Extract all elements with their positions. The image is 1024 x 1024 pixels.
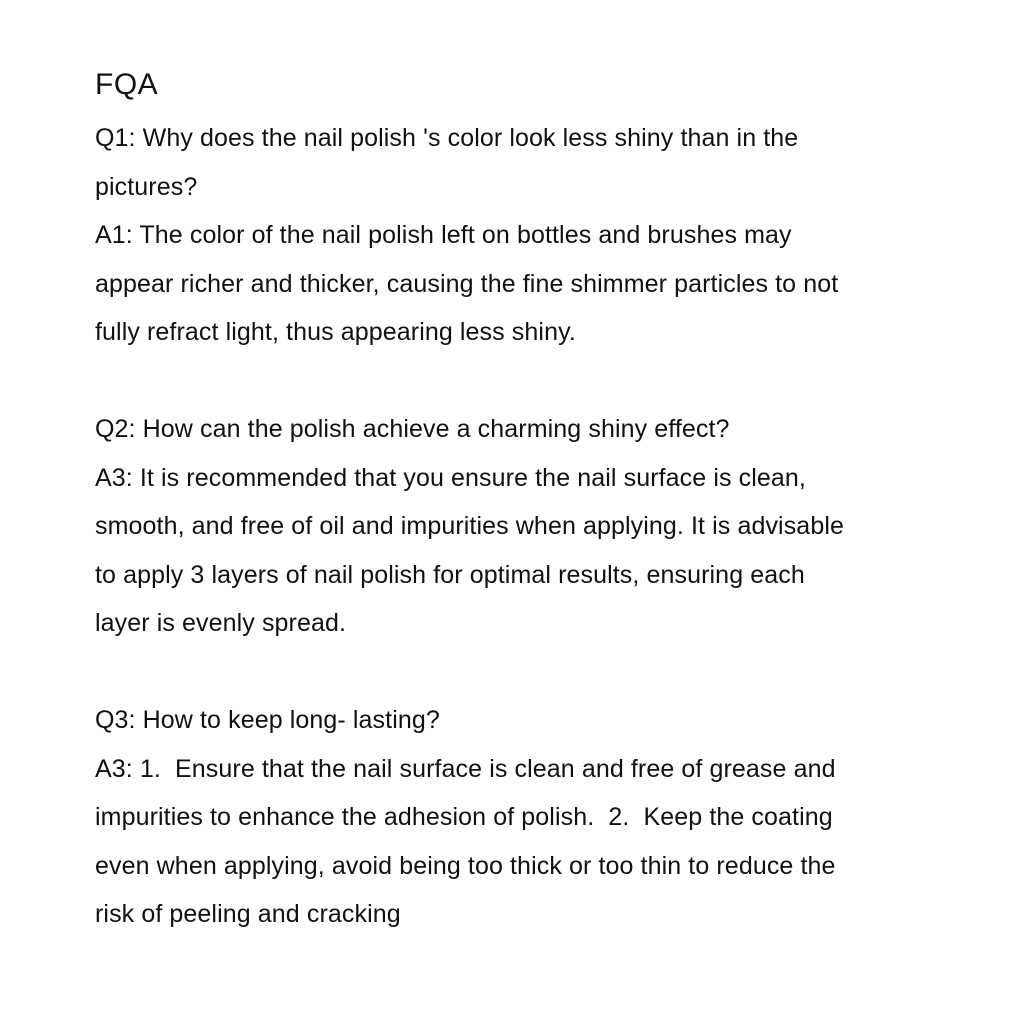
section-spacer [95,357,955,406]
faq-line-a3-cont-3: risk of peeling and cracking [95,900,401,928]
faq-line-a2: A3: It is recommended that you ensure the nail surface is clean, [95,463,806,492]
faq-line-q3: Q3: How to keep long- lasting? [95,706,440,734]
section-spacer [95,648,955,697]
faq-document [95,64,955,939]
faq-line-a1: A1: The color of the nail polish left on bottles and brushes may [95,221,792,249]
faq-line-a3-cont-1: impurities to enhance the adhesion of polish. 2. Keep the coating [95,803,833,831]
faq-line-a3: A3: 1. Ensure that the nail surface is clean and free of grease and [95,754,836,783]
faq-line-a1-cont-2: fully refract light, thus appearing less shiny. [95,318,576,346]
page-title: FQA [95,68,159,101]
faq-line-a1-cont-1: appear richer and thicker, causing the fine shimmer particles to not [95,269,839,298]
faq-line-q1-cont: pictures? [95,172,198,201]
faq-line-q2: Q2: How can the polish achieve a charming shiny effect? [95,415,730,443]
faq-line-a3-cont-2: even when applying, avoid being too thick or too thin to reduce the [95,851,836,880]
faq-line-q1: Q1: Why does the nail polish 's color look less shiny than in the [95,124,799,152]
faq-line-a2-cont-2: to apply 3 layers of nail polish for optimal results, ensuring each [95,560,805,589]
faq-line-a2-cont-3: layer is evenly spread. [95,609,347,637]
faq-line-a2-cont-1: smooth, and free of oil and impurities when applying. It is advisable [95,512,844,540]
